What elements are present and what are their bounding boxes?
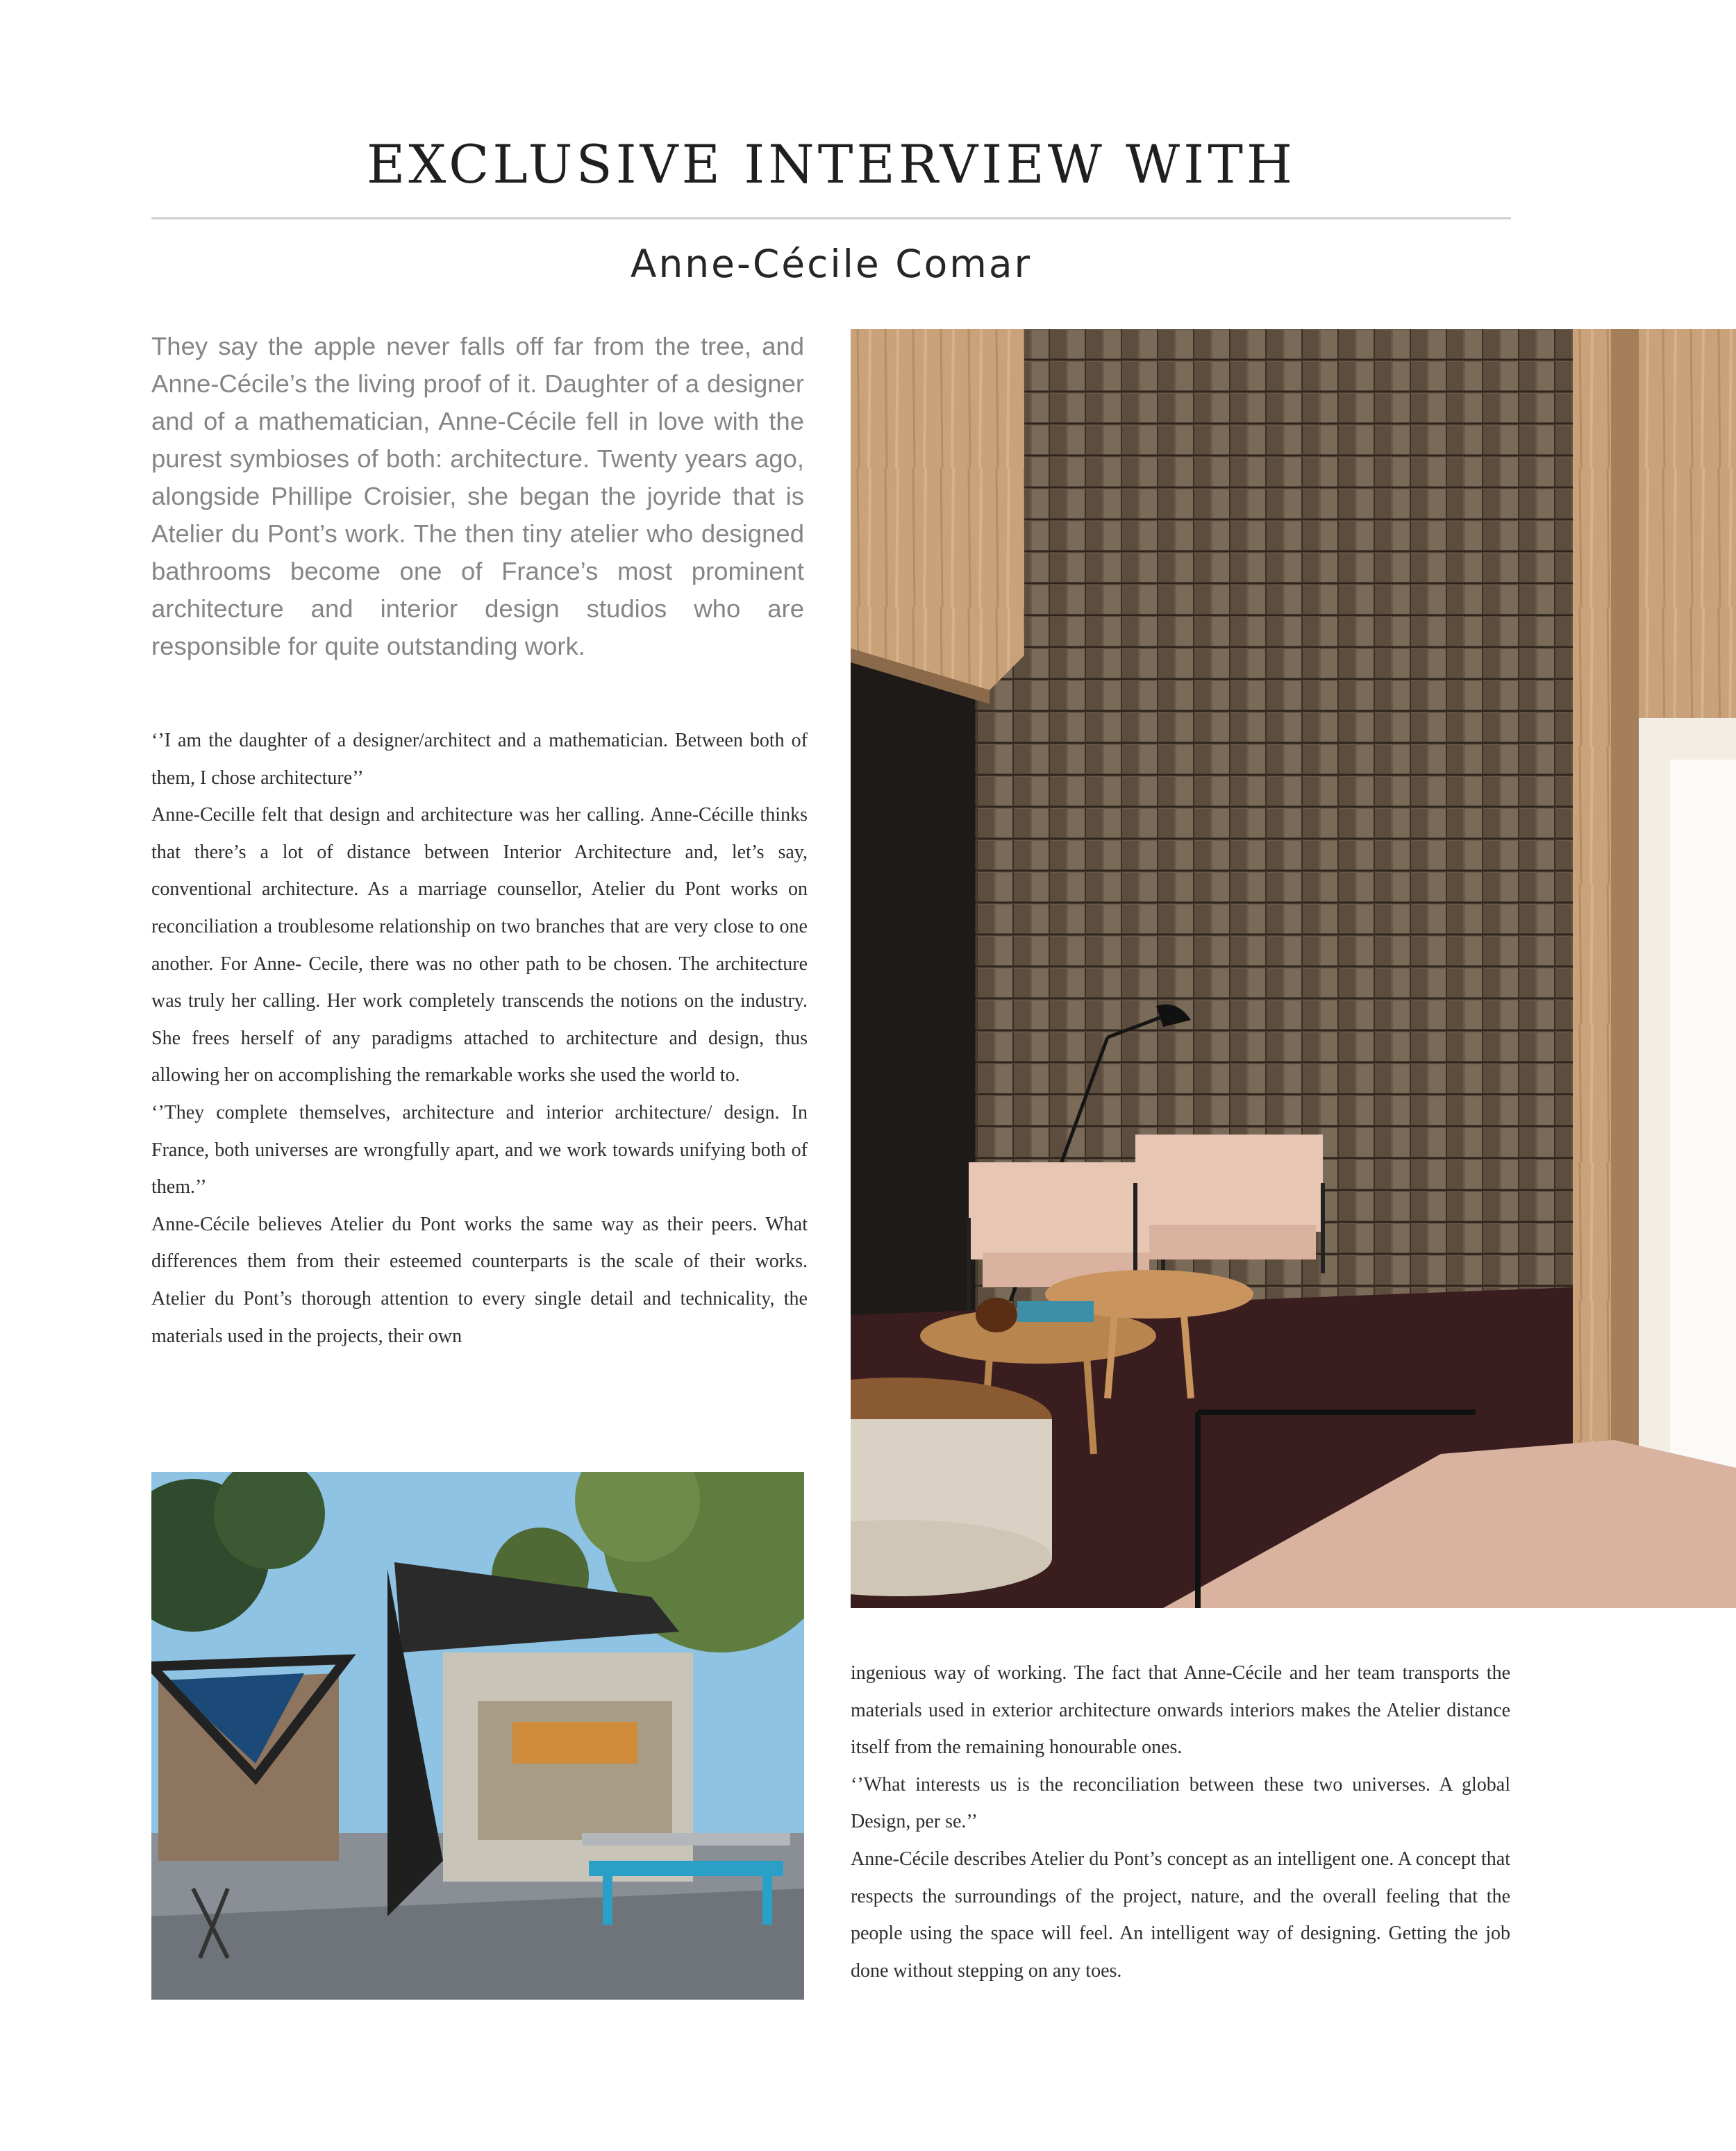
exterior-photo bbox=[151, 1472, 804, 2000]
body-paragraph: Anne-Cécile believes Atelier du Pont works the same way as their peers. What differences them from their esteemed counterparts is the scale of their works. Atelier du Pont’s thorough attention to every single detail and technicality, the materials used in the projects, their own bbox=[151, 1213, 808, 1347]
body-paragraph: Anne-Cécile describes Atelier du Pont’s concept as an intelligent one. A concept that respects the surroundings of the project, nature, and the overall feeling that the people using the space will feel. An intelligent way of designing. Getting the job done without stepping on any toes. bbox=[851, 1848, 1510, 1982]
article-body-right bbox=[851, 1655, 1510, 1989]
quote-paragraph: ‘’They complete themselves, architecture and interior architecture/ design. In France, both universes are wrongfully apart, and we work towards unifying both of them.’’ bbox=[151, 1101, 808, 1198]
quote-paragraph: ‘’I am the daughter of a designer/architect and a mathematician. Between both of them, I chose architecture’’ bbox=[151, 730, 808, 789]
article-body-left bbox=[151, 722, 808, 1355]
page-title: EXCLUSIVE INTERVIEW WITH bbox=[366, 133, 1296, 195]
lead-paragraph: They say the apple never falls off far from the tree, and Anne-Cécile’s the living proof of it. Daughter of a designer and of a mathematician, Anne-Cécile fell in love with the purest symbioses of both: architecture. Twenty years ago, alongside Phillipe Croisier, she began the joyride that is Atelier du Pont’s work. The then tiny atelier who designed bathrooms become one of France’s most prominent architecture and interior design studios who are responsible for quite outstanding work. bbox=[151, 332, 804, 660]
exterior-illustration bbox=[151, 1472, 804, 2000]
interior-photo bbox=[851, 329, 1736, 1608]
interior-illustration bbox=[851, 329, 1736, 1608]
body-paragraph: ingenious way of working. The fact that Anne-Cécile and her team transports the materials used in exterior architecture onwards interiors makes the Atelier distance itself from the remaining honourable ones. bbox=[851, 1662, 1510, 1759]
quote-paragraph: ‘’What interests us is the reconciliation between these two universes. A global Design, per se.’’ bbox=[851, 1773, 1510, 1833]
body-paragraph: Anne-Cecille felt that design and architecture was her calling. Anne-Cécille thinks that there’s a lot of distance between Interior Architecture and, let’s say, conventional architecture. As a marriage counsellor, Atelier du Pont works on reconciliation a troublesome relationship on two branches that are very close to one another. For Anne- Cecile, there was no other path to be chosen. The architecture was truly her calling. Her work completely transcends the notions on the industry. She frees herself of any paradigms attached to architecture and design, thus allowing her on accomplishing the remarkable works she used the world to. bbox=[151, 804, 808, 1087]
interviewee-name: Anne-Cécile Comar bbox=[630, 242, 1033, 286]
title-divider bbox=[151, 217, 1511, 219]
